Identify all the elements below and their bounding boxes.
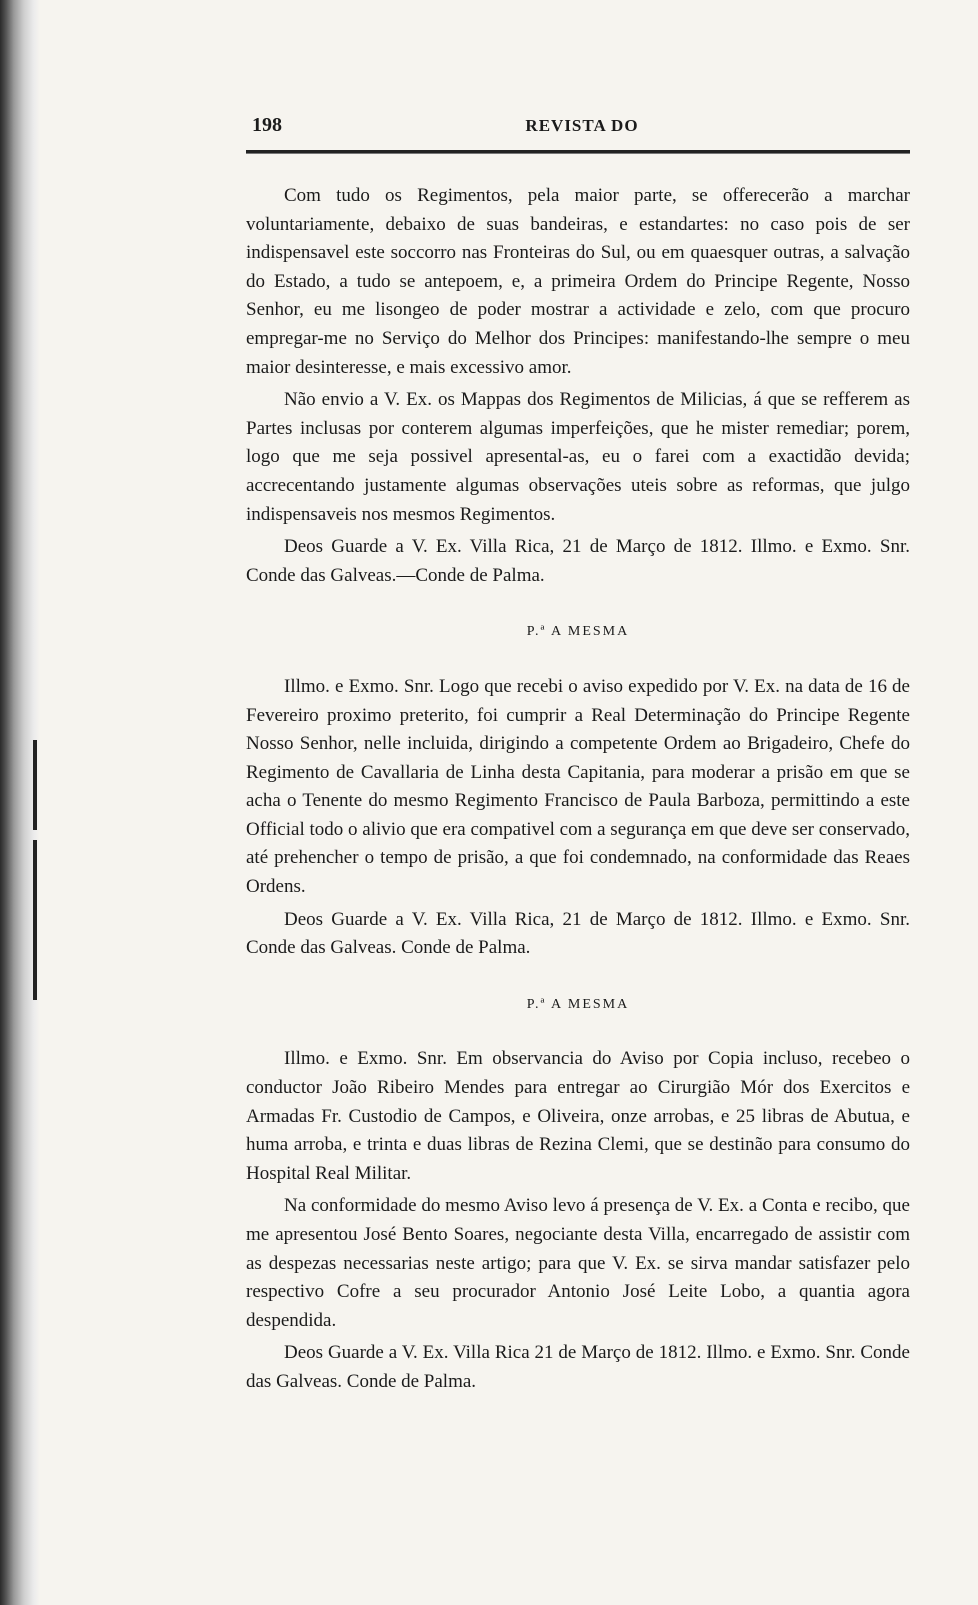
header-rule [246, 150, 910, 154]
running-title: REVISTA DO [525, 116, 639, 135]
section-heading: P.ª A MESMA [526, 624, 630, 640]
paragraph: Não envio a V. Ex. os Mappas dos Regimentos de Milicias, á que se refferem as Partes inclusas por conterem algumas imperfeições, que he mister remediar; porem, logo que me seja possivel apresental-as, eu o farei com a exactidão devida; accrecentando justamente algumas observações uteis sobre as reformas, que julgo indispensaveis nos mesmos Regimentos. [246, 389, 910, 525]
page-number: 198 [252, 114, 282, 136]
section-heading: P.ª A MESMA [526, 996, 630, 1012]
paragraph: Na conformidade do mesmo Aviso levo á presença de V. Ex. a Conta e recibo, que me apresentou José Bento Soares, negociante desta Villa, encarregado de assistir com as despezas necessarias neste artigo; para que V. Ex. se sirva mandar satisfazer pelo respectivo Cofre a seu procurador Antonio José Leite Lobo, a quantia agora despendida. [246, 1195, 910, 1331]
binding-mark [33, 840, 37, 1000]
paragraph: Illmo. e Exmo. Snr. Logo que recebi o aviso expedido por V. Ex. na data de 16 de Fevereiro proximo preterito, foi cumprir a Real Determinação do Principe Regente Nosso Senhor, nelle incluida, dirigindo a competente Ordem ao Brigadeiro, Chefe do Regimento de Cavallaria de Linha desta Capitania, para moderar a prisão em que se acha o Tenente do mesmo Regimento Francisco de Paula Barboza, permittindo a este Official todo o alivio que era compativel com a segurança em que deve ser conservado, até prehencher o tempo de prisão, a que foi condemnado, na conformidade das Reaes Ordens. [246, 675, 910, 898]
page-header [252, 114, 912, 144]
binding-mark [33, 740, 37, 830]
paragraph: Com tudo os Regimentos, pela maior parte, se offerecerão a marchar voluntariamente, debaixo de suas bandeiras, e estandartes: no caso pois de ser indispensavel este soccorro nas Fronteiras do Sul, ou em quaesquer outras, a salvação do Estado, a tudo se antepoem, e, a primeira Ordem do Principe Regente, Nosso Senhor, eu me lisongeo de poder mostrar a actividade e zelo, com que procuro empregar-me no Serviço do Melhor dos Principes: manifestando-lhe sempre o meu maior desinteresse, e mais excessivo amor. [246, 185, 910, 378]
letter-signoff: Deos Guarde a V. Ex. Villa Rica, 21 de Março de 1812. Illmo. e Exmo. Snr. Conde das Galveas. Conde de Palma. [246, 908, 910, 959]
paragraph: Illmo. e Exmo. Snr. Em observancia do Aviso por Copia incluso, recebeo o conductor João Ribeiro Mendes para entregar ao Cirurgião Mór dos Exercitos e Armadas Fr. Custodio de Campos, e Oliveira, onze arrobas, e 25 libras de Abutua, e huma arroba, e trinta e duas libras de Rezina Clemi, que se destinão para consumo do Hospital Real Militar. [246, 1048, 910, 1184]
letter-signoff: Deos Guarde a V. Ex. Villa Rica, 21 de Março de 1812. Illmo. e Exmo. Snr. Conde das Galveas.—Conde de Palma. [246, 536, 910, 586]
page-body [246, 182, 910, 1401]
letter-signoff: Deos Guarde a V. Ex. Villa Rica 21 de Março de 1812. Illmo. e Exmo. Snr. Conde das Galveas. Conde de Palma. [246, 1342, 910, 1392]
